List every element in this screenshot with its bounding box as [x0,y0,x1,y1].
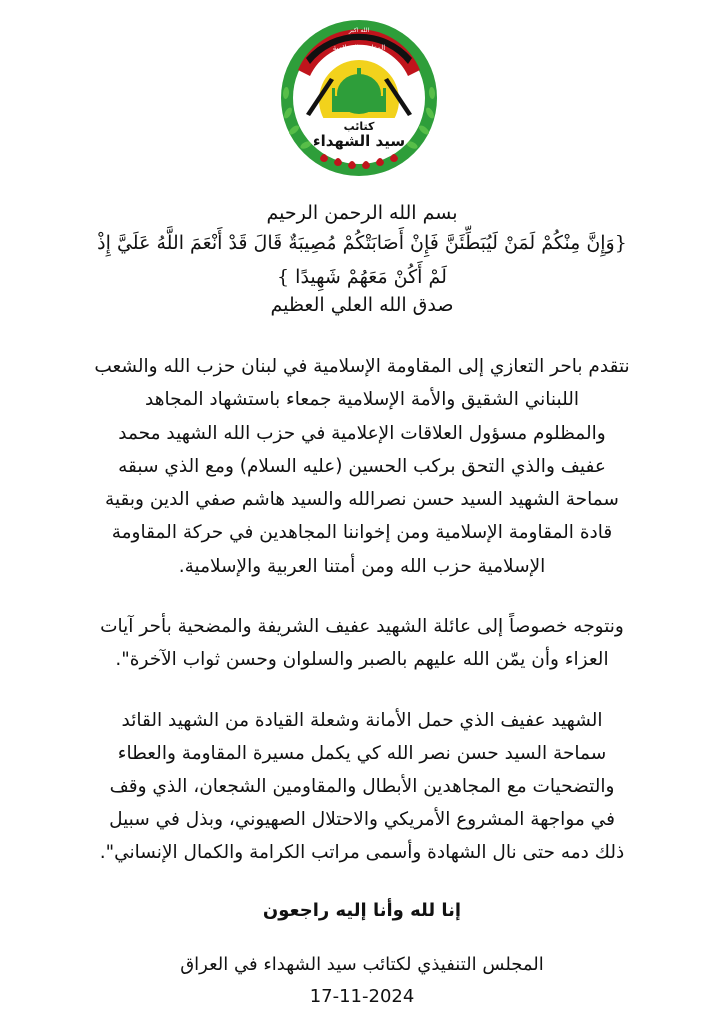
logo-top-text: الله اكبر [348,27,370,34]
condolence-paragraph-2 [40,610,684,676]
signatory-council: المجلس التنفيذي لكتائب سيد الشهداء في العراق [180,954,544,975]
kataib-emblem-logo [268,18,450,178]
logo-name-line1: كتائب [343,120,375,133]
statement-date: 17-11-2024 [309,986,415,1007]
paragraph-1-line: سماحة الشهيد السيد حسن نصرالله والسيد هاشم صفي الدين وبقية [105,489,619,511]
inna-lillah: إنا لله وأنا إليه راجعون [262,900,462,921]
sadaq-statement: صدق الله العلي العظيم [270,294,454,316]
paragraph-3-line: والتضحيات مع المجاهدين الأبطال والمقاومين الشجعان، الذي وقف [109,776,615,797]
paragraph-3-line: في مواجهة المشروع الأمريكي والاحتلال الصهيوني، وبذل في سبيل [109,809,615,830]
paragraph-1-line: عفيف والذي التحق بركب الحسين (عليه السلام) ومع الذي سبقه [118,455,606,477]
logo-name-line2: سيد الشهداء [312,132,406,150]
quran-verse-line-1: {وَإِنَّ مِنْكُمْ لَمَنْ لَيُبَطِّئَنَّ فَإِنْ أَصَابَتْكُمْ مُصِيبَةٌ قَالَ قَدْ أَنْعَمَ اللَّهُ عَلَيَّ إِذْ [97,232,627,254]
paragraph-3-line: سماحة السيد حسن نصر الله كي يكمل مسيرة المقاومة والعطاء [117,743,607,764]
paragraph-2-line: العزاء وأن يمّن الله عليهم بالصبر والسلوان وحسن ثواب الآخرة". [115,649,609,670]
paragraph-1-line: والمظلوم مسؤول العلاقات الإعلامية في حزب الله الشهيد محمد [118,422,606,444]
paragraph-2-line: ونتوجه خصوصاً إلى عائلة الشهيد عفيف الشريفة والمضحية بأحر آيات [100,616,624,637]
condolence-paragraph-1 [40,350,684,583]
paragraph-1-line: قادة المقاومة الإسلامية ومن إخواننا المجاهدين في حركة المقاومة [111,522,613,544]
paragraph-3-line: ذلك دمه حتى نال الشهادة وأسمى مراتب الكرامة والكمال الإنساني". [99,842,625,863]
paragraph-1-line: نتقدم باحر التعازي إلى المقاومة الإسلامية في لبنان حزب الله والشعب [94,356,630,377]
paragraph-1-line: اللبناني الشقيق والأمة الإسلامية جمعاء باستشهاد المجاهد [145,389,579,411]
paragraph-1-line: الإسلامية حزب الله ومن أمتنا العربية والإسلامية. [178,555,546,577]
basmala: بسم الله الرحمن الرحيم [266,202,458,224]
quran-verse-line-2: لَمْ أَكُنْ مَعَهُمْ شَهِيدًا } [277,266,447,288]
emblem-graphic [268,18,450,178]
condolence-paragraph-3 [40,704,684,869]
paragraph-3-line: الشهيد عفيف الذي حمل الأمانة وشعلة القيادة من الشهيد القائد [121,710,603,731]
logo-arc-text: المقاومة الاسلامية [332,44,386,52]
quran-verse [40,226,684,294]
